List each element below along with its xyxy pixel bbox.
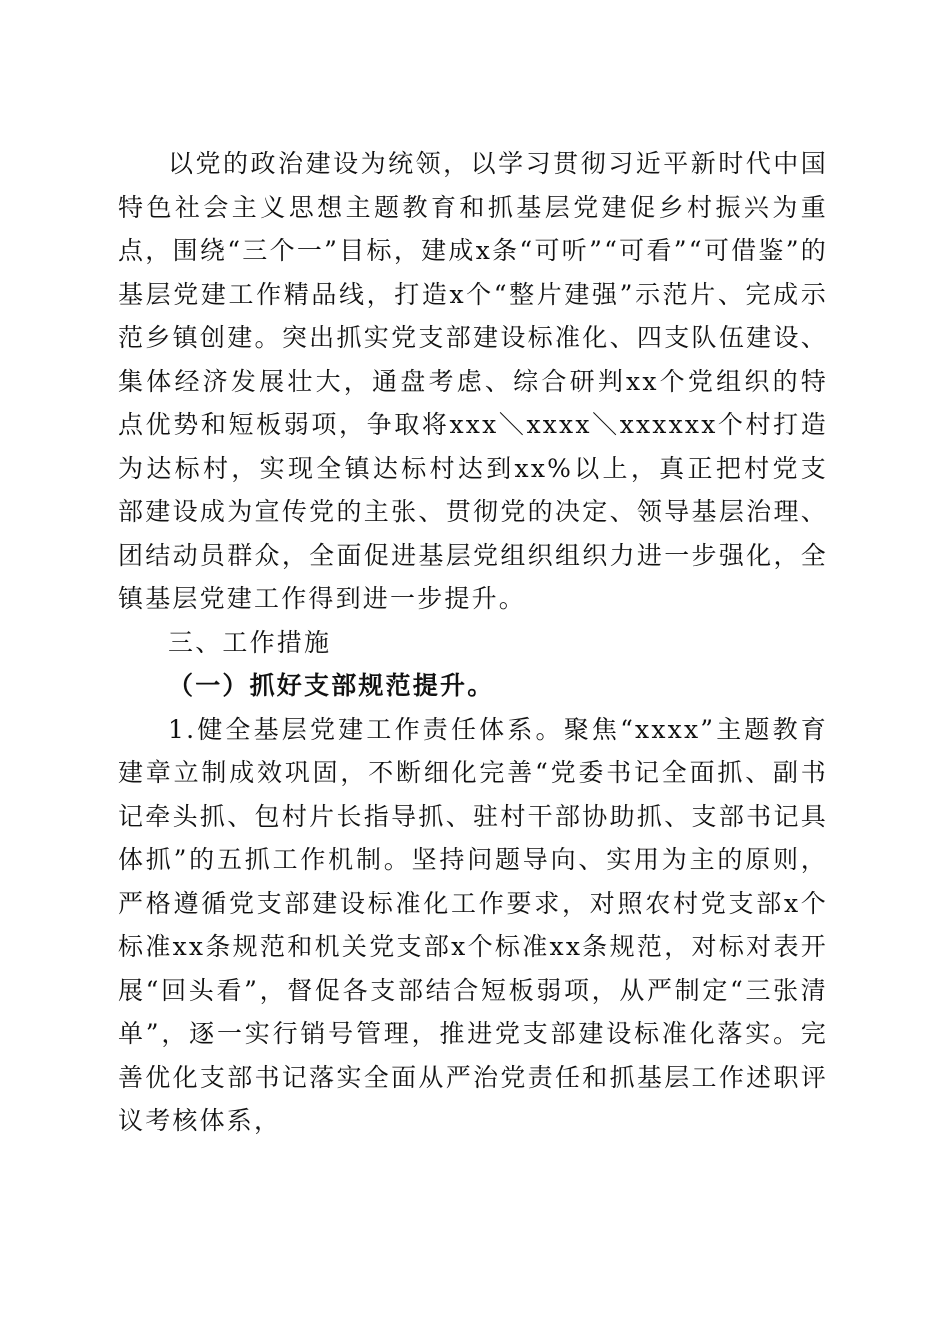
section-heading: 三、工作措施 <box>168 627 332 657</box>
body-paragraph-goals: 以党的政治建设为统领，以学习贯彻习近平新时代中国特色社会主义思想主题教育和抓基层党建促乡村振兴为重点，围绕“三个一”目标，建成x条“可听”“可看”“可借鉴”的基层党建工作精品线，打造x个“整片建强”示范片、完成示范乡镇创建。突出抓实党支部建设标准化、四支队伍建设、集体经济发展壮大，通盘考虑、综合研判xx个党组织的特点优势和短板弱项，争取将xxx＼xxxx＼xxxxxx个村打造为达标村，实现全镇达标村达到xx%以上，真正把村党支部建设成为宣传党的主张、贯彻党的决定、领导基层治理、团结动员群众，全面促进基层党组织组织力进一步强化，全镇基层党建工作得到进一步提升。 <box>118 149 828 613</box>
body-paragraph-measures: 1.健全基层党建工作责任体系。聚焦“xxxx”主题教育建章立制成效巩固，不断细化完善“党委书记全面抓、副书记牵头抓、包村片长指导抓、驻村干部协助抓、支部书记具体抓”的五抓工作机制。坚持问题导向、实用为主的原则，严格遵循党支部建设标准化工作要求，对照农村党支部x个标准xx条规范和机关党支部x个标准xx条规范，对标对表开展“回头看”，督促各支部结合短板弱项，从严制定“三张清单”，逐一实行销号管理，推进党支部建设标准化落实。完善优化支部书记落实全面从严治党责任和抓基层工作述职评议考核体系， <box>118 714 828 1135</box>
document-page <box>118 142 828 1143</box>
subsection-heading: （一）抓好支部规范提升。 <box>168 671 495 700</box>
